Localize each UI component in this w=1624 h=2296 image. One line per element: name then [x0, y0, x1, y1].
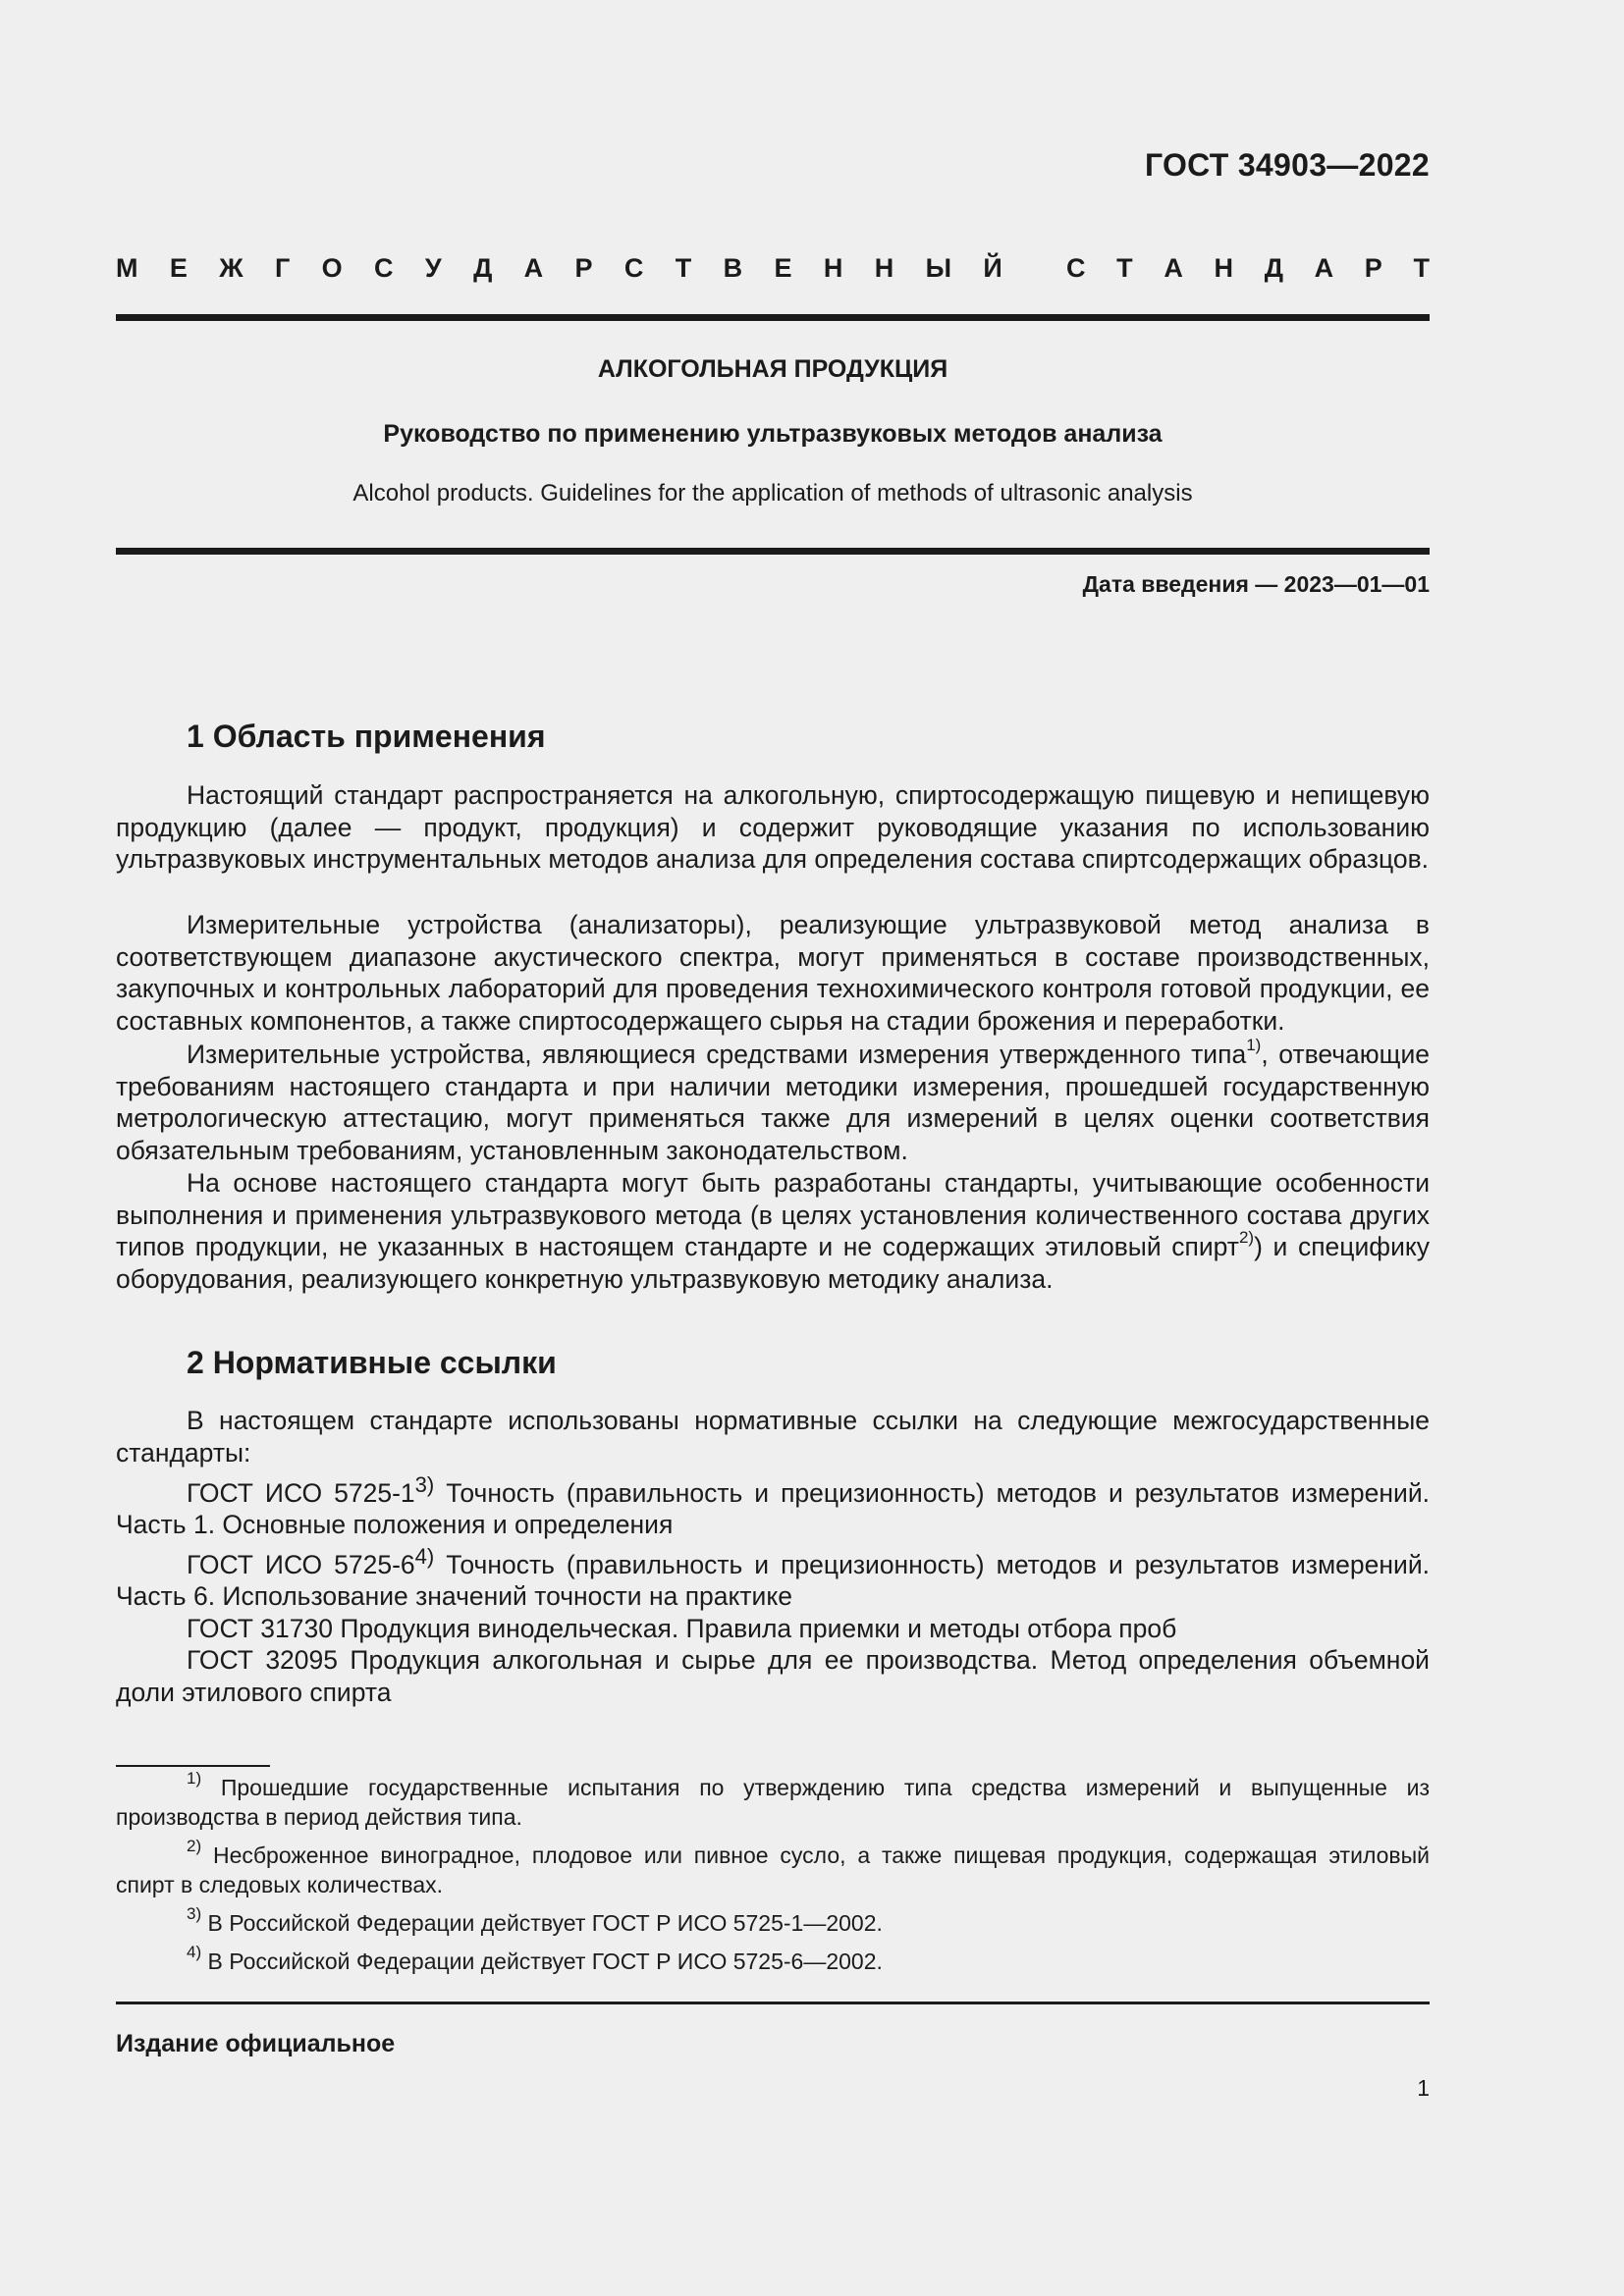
- footnote-separator: [116, 1765, 270, 1767]
- section-1-heading: 1 Область применения: [187, 719, 546, 754]
- section-2-intro: В настоящем стандарте использованы нормативные ссылки на следующие межгосударственные стандарты:: [116, 1406, 1430, 1468]
- document-title-english: Alcohol products. Guidelines for the application of methods of ultrasonic analysis: [352, 480, 1193, 507]
- document-subtitle: Руководство по применению ультразвуковых методов анализа: [383, 420, 1163, 448]
- edition-label: Издание официальное: [116, 2030, 396, 2057]
- standard-kind-heading: [116, 253, 1430, 284]
- document-number: ГОСТ 34903—2022: [1144, 147, 1430, 183]
- footnote-1: $^{1)}$ Прошедшие государственные испытания по утверждению типа средства измерений и выпущенные из производства в период действия типа.: [116, 1769, 1431, 1830]
- footnotes: [116, 1769, 1431, 1985]
- footnote-2: $^{2)}$ Несброженное виноградное, плодовое или пивное сусло, а также пищевая продукция, содержащая этиловый спирт в следовых количествах.: [116, 1837, 1431, 1897]
- standard-kind-word-1: М Е Ж Г О С У Д А Р С Т В Е Н Н Ы Й: [116, 253, 1002, 283]
- normative-reference: ГОСТ ИСО 5725-6$^{4)}$ Точность (правильность и прецизионность) методов и результатов измерений. Часть 6. Использование значений точности на практике: [116, 1543, 1430, 1612]
- normative-reference: ГОСТ ИСО 5725-1$^{3)}$ Точность (правильность и прецизионность) методов и результатов измерений. Часть 1. Основные положения и определения: [116, 1472, 1430, 1540]
- header-divider: [116, 314, 1430, 321]
- page-number: 1: [1417, 2075, 1430, 2101]
- section-1-paragraph-1: Настоящий стандарт распространяется на алкогольную, спиртосодержащую пищевую и непищевую продукцию (далее — продукт, продукция) и содержит руководящие указания по использованию ультразвуковых инструментальных методов анализа для определения состава спиртсодержащих образцов.: [116, 780, 1430, 874]
- section-1-paragraph-3: Измерительные устройства, являющиеся средствами измерения утвержденного типа$^{1)}$, отвечающие требованиям настоящего стандарта и при наличии методики измерения, прошедшей государственную метрологическую аттестацию, могут применяться также для измерений в целях оценки соответствия обязательным требованиям, установленным законодательством.: [116, 1036, 1430, 1165]
- section-1-paragraph-2: Измерительные устройства (анализаторы), реализующие ультразвуковой метод анализа в соответствующем диапазоне акустического спектра, могут применяться в составе производственных, закупочных и контрольных лабораторий для проведения технохимического контроля готовой продукции, ее составных компонентов, а также спиртосодержащего сырья на стадии брожения и переработки.: [116, 910, 1430, 1036]
- standard-kind-word-2: С Т А Н Д А Р Т: [1066, 253, 1430, 283]
- footnote-4: $^{4)}$ В Российской Федерации действует ГОСТ Р ИСО 5725-6—2002.: [187, 1943, 883, 1974]
- section-1-paragraph-4: На основе настоящего стандарта могут быть разработаны стандарты, учитывающие особенности выполнения и применения ультразвукового метода (в целях установления количественного состава других типов продукции, не указанных в настоящем стандарте и не содержащих этиловый спирт$^{2)}$) и специфику оборудования, реализующего конкретную ультразвуковую методику анализа.: [116, 1168, 1431, 1294]
- footer-divider: [116, 2002, 1430, 2004]
- title-divider: [116, 548, 1430, 555]
- footnote-ref-1[interactable]: 1): [1246, 1036, 1262, 1055]
- introduction-date: Дата введения — 2023—01—01: [1082, 571, 1430, 597]
- footnote-ref-2[interactable]: 2): [1238, 1228, 1255, 1248]
- normative-references-list: [116, 1469, 1430, 1708]
- footnote-ref-4[interactable]: 4): [414, 1543, 435, 1569]
- normative-reference: ГОСТ 31730 Продукция винодельческая. Правила приемки и методы отбора проб: [187, 1613, 1177, 1643]
- document-title: АЛКОГОЛЬНАЯ ПРОДУКЦИЯ: [597, 355, 948, 383]
- footnote-ref-3[interactable]: 3): [414, 1472, 435, 1497]
- normative-reference: ГОСТ 32095 Продукция алкогольная и сырье для ее производства. Метод определения объемной доли этилового спирта: [116, 1645, 1430, 1707]
- section-2-heading: 2 Нормативные ссылки: [187, 1345, 557, 1380]
- footnote-3: $^{3)}$ В Российской Федерации действует ГОСТ Р ИСО 5725-1—2002.: [187, 1904, 883, 1936]
